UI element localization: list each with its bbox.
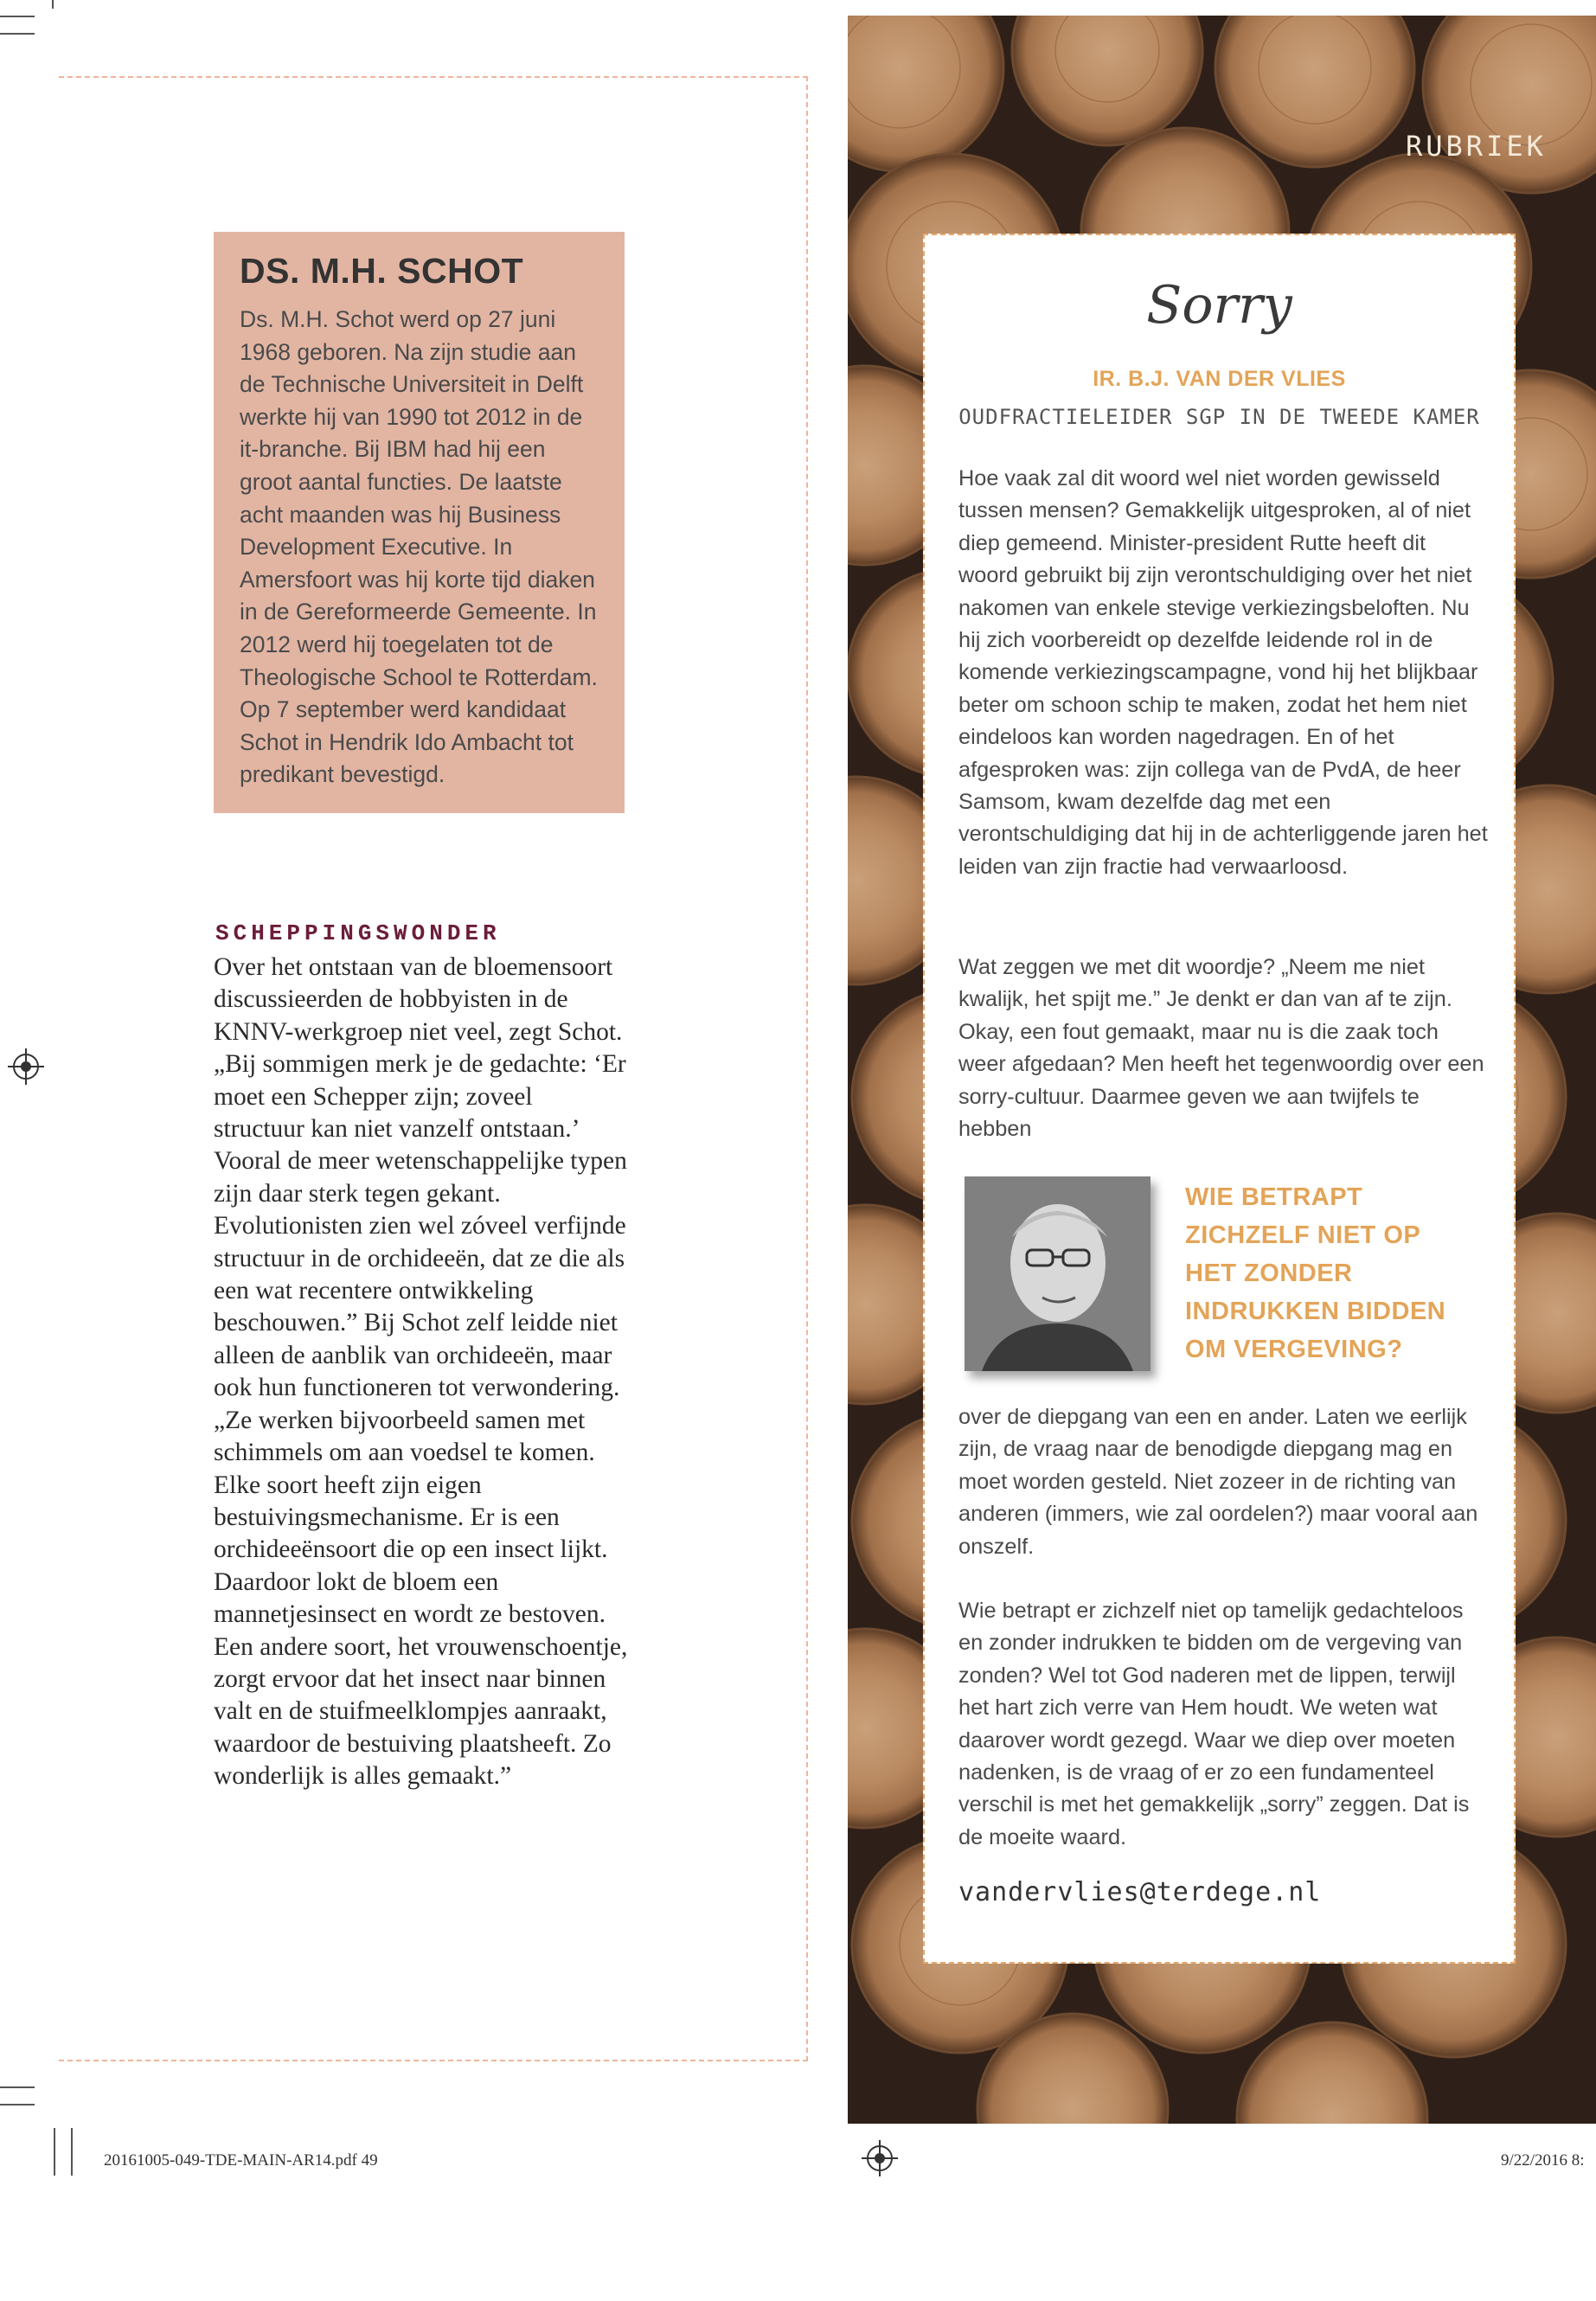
registration-mark-icon bbox=[867, 2145, 893, 2171]
crop-mark bbox=[0, 16, 35, 17]
bio-title: DS. M.H. SCHOT bbox=[240, 251, 524, 291]
footer-date: 9/22/2016 8: bbox=[1501, 2151, 1585, 2170]
author-name: IR. B.J. VAN DER VLIES bbox=[1093, 367, 1346, 391]
registration-mark-icon bbox=[13, 1054, 39, 1080]
column-paragraph: over de diepgang van een en ander. Laten we eerlijk zijn, de vraag naar de benodigde diepgang mag en moet worden gesteld. Niet zozeer in de richting van anderen (immers, wie zal oordelen?) maar vooral aan onszelf. bbox=[958, 1405, 1478, 1559]
article-body: Over het ontstaan van de bloemensoort discussieerden de hobbyisten in de KNNV-werkgroep niet veel, zegt Schot. „Bij sommigen merk je de gedachte: ‘Er moet een Schepper zijn; zoveel structuur kan niet vanzelf ontstaan.’ Vooral de meer wetenschappelijke typen zijn daar sterk tegen gekant. Evolutionisten zien wel zóveel verfijnde structuur in de orchideeën, dat ze die als een wat recentere ontwikkeling beschouwen.” Bij Schot zelf leidde niet alleen de aanblik van orchideeën, maar ook hun functioneren tot verwondering. „Ze werken bijvoorbeeld samen met schimmels om aan voedsel te komen. Elke soort heeft zijn eigen bestuivingsmechanisme. Er is een orchideeënsoort die op een insect lijkt. Daardoor lokt de bloem een mannetjesinsect en wordt ze bestoven. Een andere soort, het vrouwenschoentje, zorgt ervoor dat het insect naar binnen valt en de stuifmeelklompjes aanraakt, waardoor de bestuiving plaatsheeft. Zo wonderlijk is alles gemaakt.” bbox=[214, 953, 628, 1791]
crop-mark bbox=[52, 0, 54, 9]
author-role: OUDFRACTIELEIDER SGP IN DE TWEEDE KAMER bbox=[958, 405, 1480, 429]
author-photo bbox=[965, 1176, 1151, 1371]
bio-box bbox=[214, 232, 625, 813]
pull-quote: WIE BETRAPT ZICHZELF NIET OP HET ZONDER INDRUKKEN BIDDEN OM VERGEVING? bbox=[1185, 1183, 1446, 1363]
email-link[interactable]: vandervlies@terdege.nl bbox=[958, 1877, 1322, 1907]
crop-mark bbox=[71, 2128, 73, 2176]
bio-text: Ds. M.H. Schot werd op 27 juni 1968 geboren. Na zijn studie aan de Technische Universiteit in Delft werkte hij van 1990 tot 2012 in de it-branche. Bij IBM had hij een groot aantal functies. De laatste acht maanden was hij Business Development Executive. In Amersfoort was hij korte tijd diaken in de Gereformeerde Gemeente. In 2012 werd hij toegelaten tot de Theologische School te Rotterdam. Op 7 september werd kandidaat Schot in Hendrik Ido Ambacht tot predikant bevestigd. bbox=[240, 306, 598, 788]
rubric-label: RUBRIEK bbox=[1406, 130, 1547, 163]
crop-mark bbox=[0, 33, 35, 35]
column-title: Sorry bbox=[1146, 275, 1292, 336]
column-paragraph: Wat zeggen we met dit woordje? „Neem me niet kwalijk, het spijt me.” Je denkt er dan van af te zijn. Okay, een fout gemaakt, maar nu is die zaak toch weer afgedaan? Men heeft het tegenwoordig over een sorry-cultuur. Daarmee geven we aan twijfels te hebben bbox=[958, 955, 1484, 1142]
crop-mark bbox=[54, 2128, 55, 2176]
crop-mark bbox=[0, 2104, 35, 2106]
section-heading: SCHEPPINGSWONDER bbox=[215, 920, 501, 946]
footer-file-slug: 20161005-049-TDE-MAIN-AR14.pdf 49 bbox=[104, 2151, 378, 2170]
column-paragraph: Wie betrapt er zichzelf niet op tamelijk gedachteloos en zonder indrukken te bidden om de vergeving van zonden? Wel tot God naderen met de lippen, terwijl het hart zich verre van Hem houdt. We weten wat daarover wordt gezegd. Waar we diep over moeten nadenken, is de vraag of er zo een fundamenteel verschil is met het gemakkelijk „sorry” zeggen. Dat is de moeite waard. bbox=[958, 1599, 1470, 1849]
column-paragraph: Hoe vaak zal dit woord wel niet worden gewisseld tussen mensen? Gemakkelijk uitgesproken, al of niet diep gemeend. Minister-president Rutte heeft dit woord gebruikt bij zijn verontschuldiging over het niet nakomen van enkele stevige verkiezingsbeloften. Nu hij zich voorbereidt op dezelfde leidende rol in de komende verkiezingscampagne, vond hij het blijkbaar beter om schoon schip te maken, zodat het hem niet eindeloos kan worden nagedragen. En of het afgesproken was: zijn collega van de PvdA, de heer Samsom, kwam dezelfde dag met een verontschuldiging dat hij in de achterliggende jaren het leiden van zijn fractie had verwaarloosd. bbox=[958, 466, 1488, 879]
crop-mark bbox=[0, 2086, 35, 2088]
